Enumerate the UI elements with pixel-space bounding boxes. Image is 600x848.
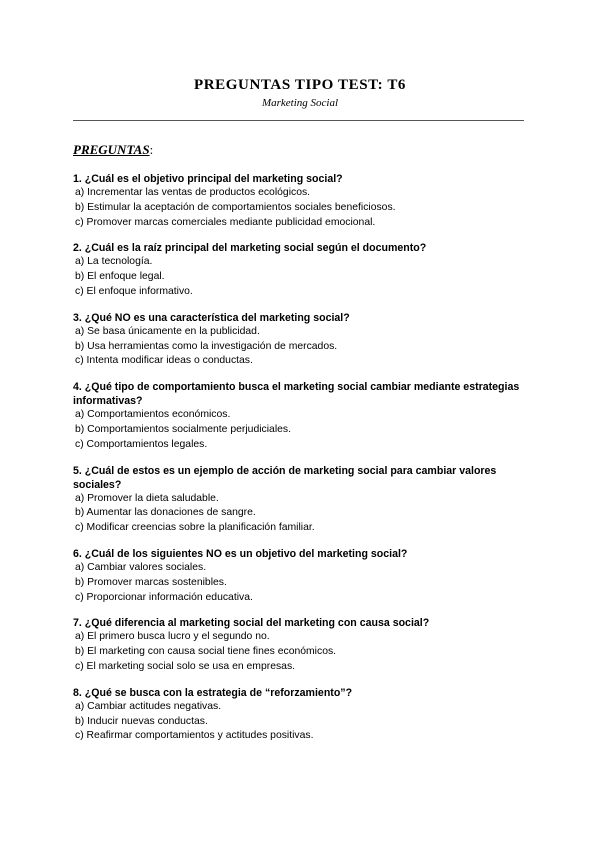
page-subtitle: Marketing Social bbox=[261, 97, 339, 109]
answer-option-a: a) Cambiar valores sociales. bbox=[75, 561, 207, 573]
question-1 bbox=[73, 172, 533, 230]
page-title: PREGUNTAS TIPO TEST: T6 bbox=[193, 77, 407, 93]
answer-option-b: b) Aumentar las donaciones de sangre. bbox=[75, 507, 256, 519]
section-heading-colon: : bbox=[149, 142, 154, 157]
answer-option-b: b) Estimular la aceptación de comportamientos sociales beneficiosos. bbox=[75, 201, 396, 213]
question-6 bbox=[73, 547, 533, 605]
answer-option-a: a) Promover la dieta saludable. bbox=[75, 492, 219, 504]
answer-option-c: c) El marketing social solo se usa en empresas. bbox=[75, 660, 296, 672]
question-7 bbox=[73, 616, 533, 674]
answer-option-b: b) Comportamientos socialmente perjudiciales. bbox=[75, 423, 291, 435]
answer-option-c: c) Modificar creencias sobre la planificación familiar. bbox=[75, 522, 315, 534]
question-text: 3. ¿Qué NO es una característica del marketing social? bbox=[73, 311, 350, 324]
question-2 bbox=[73, 241, 533, 299]
question-3 bbox=[73, 311, 533, 369]
question-list bbox=[73, 172, 533, 755]
answer-option-c: c) Comportamientos legales. bbox=[75, 438, 208, 450]
question-text: 5. ¿Cuál de estos es un ejemplo de acción de marketing social para cambiar valores sociales? bbox=[73, 464, 497, 491]
answer-option-b: b) El enfoque legal. bbox=[75, 271, 165, 283]
answer-option-a: a) Se basa únicamente en la publicidad. bbox=[75, 325, 260, 337]
answer-option-a: a) La tecnología. bbox=[75, 256, 153, 268]
answer-option-b: b) Usa herramientas como la investigación de mercados. bbox=[75, 340, 338, 352]
question-5 bbox=[73, 464, 533, 536]
answer-option-a: a) El primero busca lucro y el segundo no. bbox=[75, 631, 270, 643]
question-4 bbox=[73, 380, 533, 452]
answer-option-a: a) Cambiar actitudes negativas. bbox=[75, 700, 222, 712]
answer-option-b: b) El marketing con causa social tiene fines económicos. bbox=[75, 646, 337, 658]
question-text: 6. ¿Cuál de los siguientes NO es un objetivo del marketing social? bbox=[73, 547, 408, 560]
header-divider bbox=[73, 120, 524, 121]
question-text: 4. ¿Qué tipo de comportamiento busca el marketing social cambiar mediante estrategias informativas? bbox=[73, 381, 520, 408]
answer-option-b: b) Promover marcas sostenibles. bbox=[75, 576, 227, 588]
answer-option-a: a) Comportamientos económicos. bbox=[75, 409, 231, 421]
section-heading-label: PREGUNTAS bbox=[73, 142, 150, 157]
answer-option-c: c) Intenta modificar ideas o conductas. bbox=[75, 355, 253, 367]
answer-option-b: b) Inducir nuevas conductas. bbox=[75, 715, 208, 727]
section-heading bbox=[73, 142, 153, 158]
question-text: 1. ¿Cuál es el objetivo principal del marketing social? bbox=[73, 173, 343, 185]
answer-option-c: c) El enfoque informativo. bbox=[75, 285, 193, 297]
question-text: 8. ¿Qué se busca con la estrategia de “reforzamiento”? bbox=[73, 686, 353, 699]
answer-option-c: c) Proporcionar información educativa. bbox=[75, 591, 253, 603]
answer-option-c: c) Reafirmar comportamientos y actitudes positivas. bbox=[75, 730, 314, 742]
answer-option-c: c) Promover marcas comerciales mediante publicidad emocional. bbox=[75, 216, 376, 228]
question-text: 7. ¿Qué diferencia al marketing social del marketing con causa social? bbox=[73, 617, 430, 630]
question-8 bbox=[73, 686, 533, 744]
question-text: 2. ¿Cuál es la raíz principal del marketing social según el documento? bbox=[73, 242, 427, 255]
answer-option-a: a) Incrementar las ventas de productos ecológicos. bbox=[75, 187, 311, 198]
